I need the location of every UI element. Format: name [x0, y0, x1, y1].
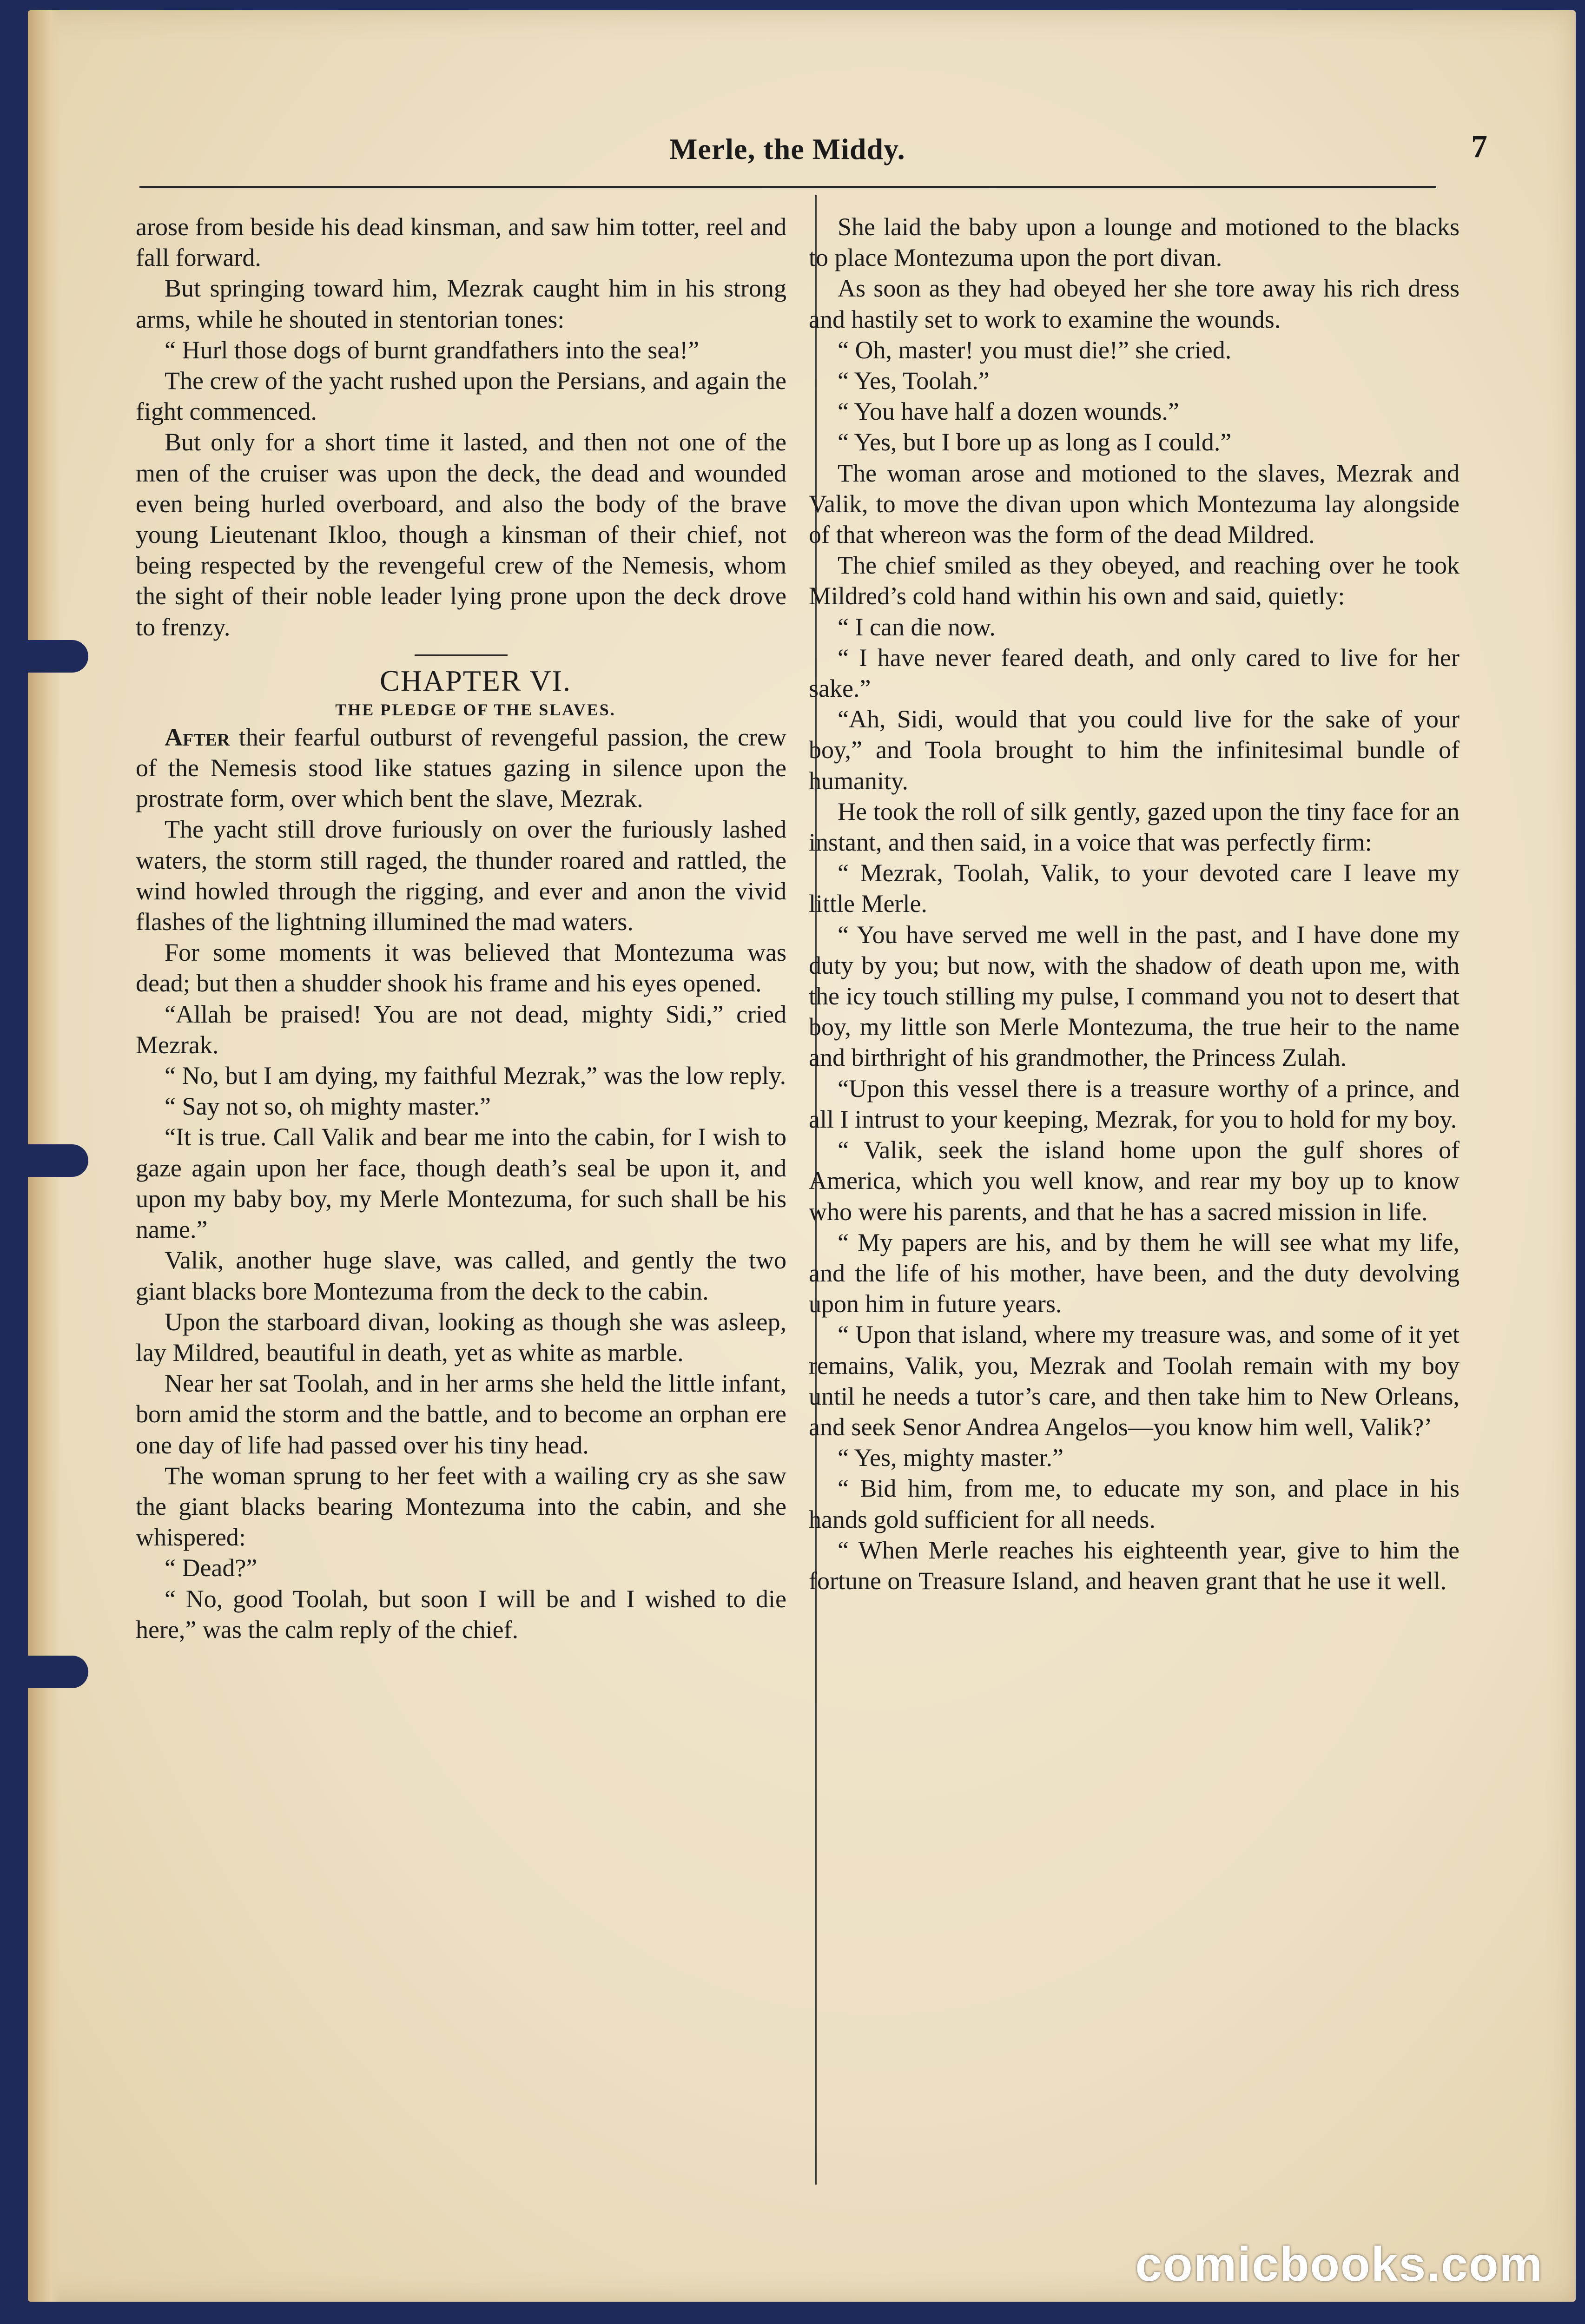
paragraph: arose from beside his dead kinsman, and saw him totter, reel and fall forward.	[136, 213, 786, 272]
paragraph: The woman arose and motioned to the slaves, Mezrak and Valik, to move the divan upon which Montezuma lay alongside of that whereon was the form of the dead Mildred.	[809, 459, 1460, 549]
paragraph: “ When Merle reaches his eighteenth year, give to him the fortune on Treasure Island, and heaven grant that he use it well.	[809, 1536, 1460, 1595]
paragraph: “It is true. Call Valik and bear me into the cabin, for I wish to gaze again upon her face, though death’s seal be upon it, and upon my baby boy, my Merle Montezuma, for such shall be his name.”	[136, 1123, 786, 1244]
paragraph: “ Oh, master! you must die!” she cried.	[838, 336, 1232, 364]
page-number: 7	[1471, 129, 1487, 165]
chapter-title: CHAPTER VI.	[380, 664, 571, 697]
paragraph: “ Yes, mighty master.”	[838, 1444, 1063, 1472]
binding-hole	[28, 1144, 88, 1177]
binding-hole	[28, 1656, 88, 1688]
paragraph: “ I have never feared death, and only cared to live for her sake.”	[809, 643, 1460, 703]
page-header	[651, 129, 1487, 174]
running-title: Merle, the Middy.	[669, 132, 905, 165]
header-rule	[139, 186, 1436, 188]
drop-word: After	[165, 723, 230, 751]
paragraph: “Ah, Sidi, would that you could live for the sake of your boy,” and Toola brought to him the infinitesimal bundle of humanity.	[809, 705, 1460, 795]
chapter-first-paragraph	[136, 722, 786, 814]
paragraph: “Upon this vessel there is a treasure worthy of a prince, and all I intrust to your keeping, Mezrak, for you to hold for my boy.	[809, 1074, 1460, 1133]
paragraph: “ No, but I am dying, my faithful Mezrak,” was the low reply.	[165, 1062, 786, 1090]
paragraph: “ Yes, Toolah.”	[838, 367, 990, 395]
paragraph: But only for a short time it lasted, and then not one of the men of the cruiser was upon the deck, the dead and wounded even being hurled overboard, and also the body of the brave young Lieutenant Ikloo, though a kinsman of their chief, not being respected by the revengeful crew of the Nemesis, whom the sight of their noble leader lying prone upon the deck drove to frenzy.	[136, 428, 786, 641]
site-watermark: comicbooks.com	[1135, 2238, 1543, 2291]
paragraph: The woman sprung to her feet with a wailing cry as she saw the giant blacks bearing Montezuma into the cabin, and she whispered:	[136, 1461, 786, 1552]
paragraph: “ Valik, seek the island home upon the gulf shores of America, which you well know, and rear my boy up to know who were his parents, and that he has a sacred mission in life.	[809, 1136, 1460, 1226]
paragraph: The chief smiled as they obeyed, and reaching over he took Mildred’s cold hand within his own and said, quietly:	[809, 551, 1460, 610]
paragraph: Upon the starboard divan, looking as though she was asleep, lay Mildred, beautiful in death, yet as white as marble.	[136, 1307, 786, 1367]
paragraph: “ Bid him, from me, to educate my son, and place in his hands gold sufficient for all needs.	[809, 1474, 1460, 1533]
paragraph: The yacht still drove furiously on over the furiously lashed waters, the storm still raged, the thunder roared and rattled, the wind howled through the rigging, and ever and anon the vivid flashes of the lightning illumined the mad waters.	[136, 815, 786, 936]
chapter-rule	[415, 654, 508, 656]
first-paragraph-text: their fearful outburst of revengeful passion, the crew of the Nemesis stood like statues gazing in silence upon the prostrate form, over which bent the slave, Mezrak.	[136, 723, 786, 813]
paragraph: “ Mezrak, Toolah, Valik, to your devoted care I leave my little Merle.	[809, 859, 1460, 918]
paragraph: “ Hurl those dogs of burnt grandfathers into the sea!”	[165, 336, 700, 364]
paragraph: “ I can die now.	[838, 613, 996, 641]
paragraph: Near her sat Toolah, and in her arms she held the little infant, born amid the storm and the battle, and to become an orphan ere one day of life had passed over his tiny head.	[136, 1369, 786, 1459]
paragraph: But springing toward him, Mezrak caught him in his strong arms, while he shouted in stentorian tones:	[136, 274, 786, 333]
paragraph: “ Say not so, oh mighty master.”	[165, 1092, 491, 1121]
left-column	[136, 211, 786, 1645]
paragraph: She laid the baby upon a lounge and motioned to the blacks to place Montezuma upon the port divan.	[809, 213, 1460, 272]
paragraph: “ Yes, but I bore up as long as I could.”	[838, 428, 1232, 456]
paragraph: “ Dead?”	[165, 1554, 258, 1582]
paragraph: For some moments it was believed that Montezuma was dead; but then a shudder shook his frame and his eyes opened.	[136, 938, 786, 997]
binding-hole	[28, 640, 88, 673]
paragraph: As soon as they had obeyed her she tore away his rich dress and hastily set to work to examine the wounds.	[809, 274, 1460, 333]
paragraph: “ My papers are his, and by them he will see what my life, and the life of his mother, have been, and the duty devolving upon him in future years.	[809, 1228, 1460, 1318]
paragraph: “ You have half a dozen wounds.”	[838, 397, 1179, 426]
paragraph: “ No, good Toolah, but soon I will be and I wished to die here,” was the calm reply of the chief.	[136, 1585, 786, 1644]
right-column	[809, 211, 1460, 1596]
paragraph: The crew of the yacht rushed upon the Persians, and again the fight commenced.	[136, 367, 786, 426]
chapter-subtitle: THE PLEDGE OF THE SLAVES.	[335, 700, 616, 719]
paragraph: “Allah be praised! You are not dead, mighty Sidi,” cried Mezrak.	[136, 1000, 786, 1059]
paragraph: He took the roll of silk gently, gazed upon the tiny face for an instant, and then said, in a voice that was perfectly firm:	[809, 797, 1460, 857]
paragraph: Valik, another huge slave, was called, and gently the two giant blacks bore Montezuma from the deck to the cabin.	[136, 1246, 786, 1305]
paragraph: “ Upon that island, where my treasure was, and some of it yet remains, Valik, you, Mezrak and Toolah remain with my boy until he needs a tutor’s care, and then take him to New Orleans, and seek Senor Andrea Angelos—you know him well, Valik?’	[809, 1320, 1460, 1441]
paragraph: “ You have served me well in the past, and I have done my duty by you; but now, with the shadow of death upon me, with the icy touch stilling my pulse, I command you not to desert that boy, my little son Merle Montezuma, the true heir to the name and birthright of his grandmother, the Princess Zulah.	[809, 920, 1460, 1072]
